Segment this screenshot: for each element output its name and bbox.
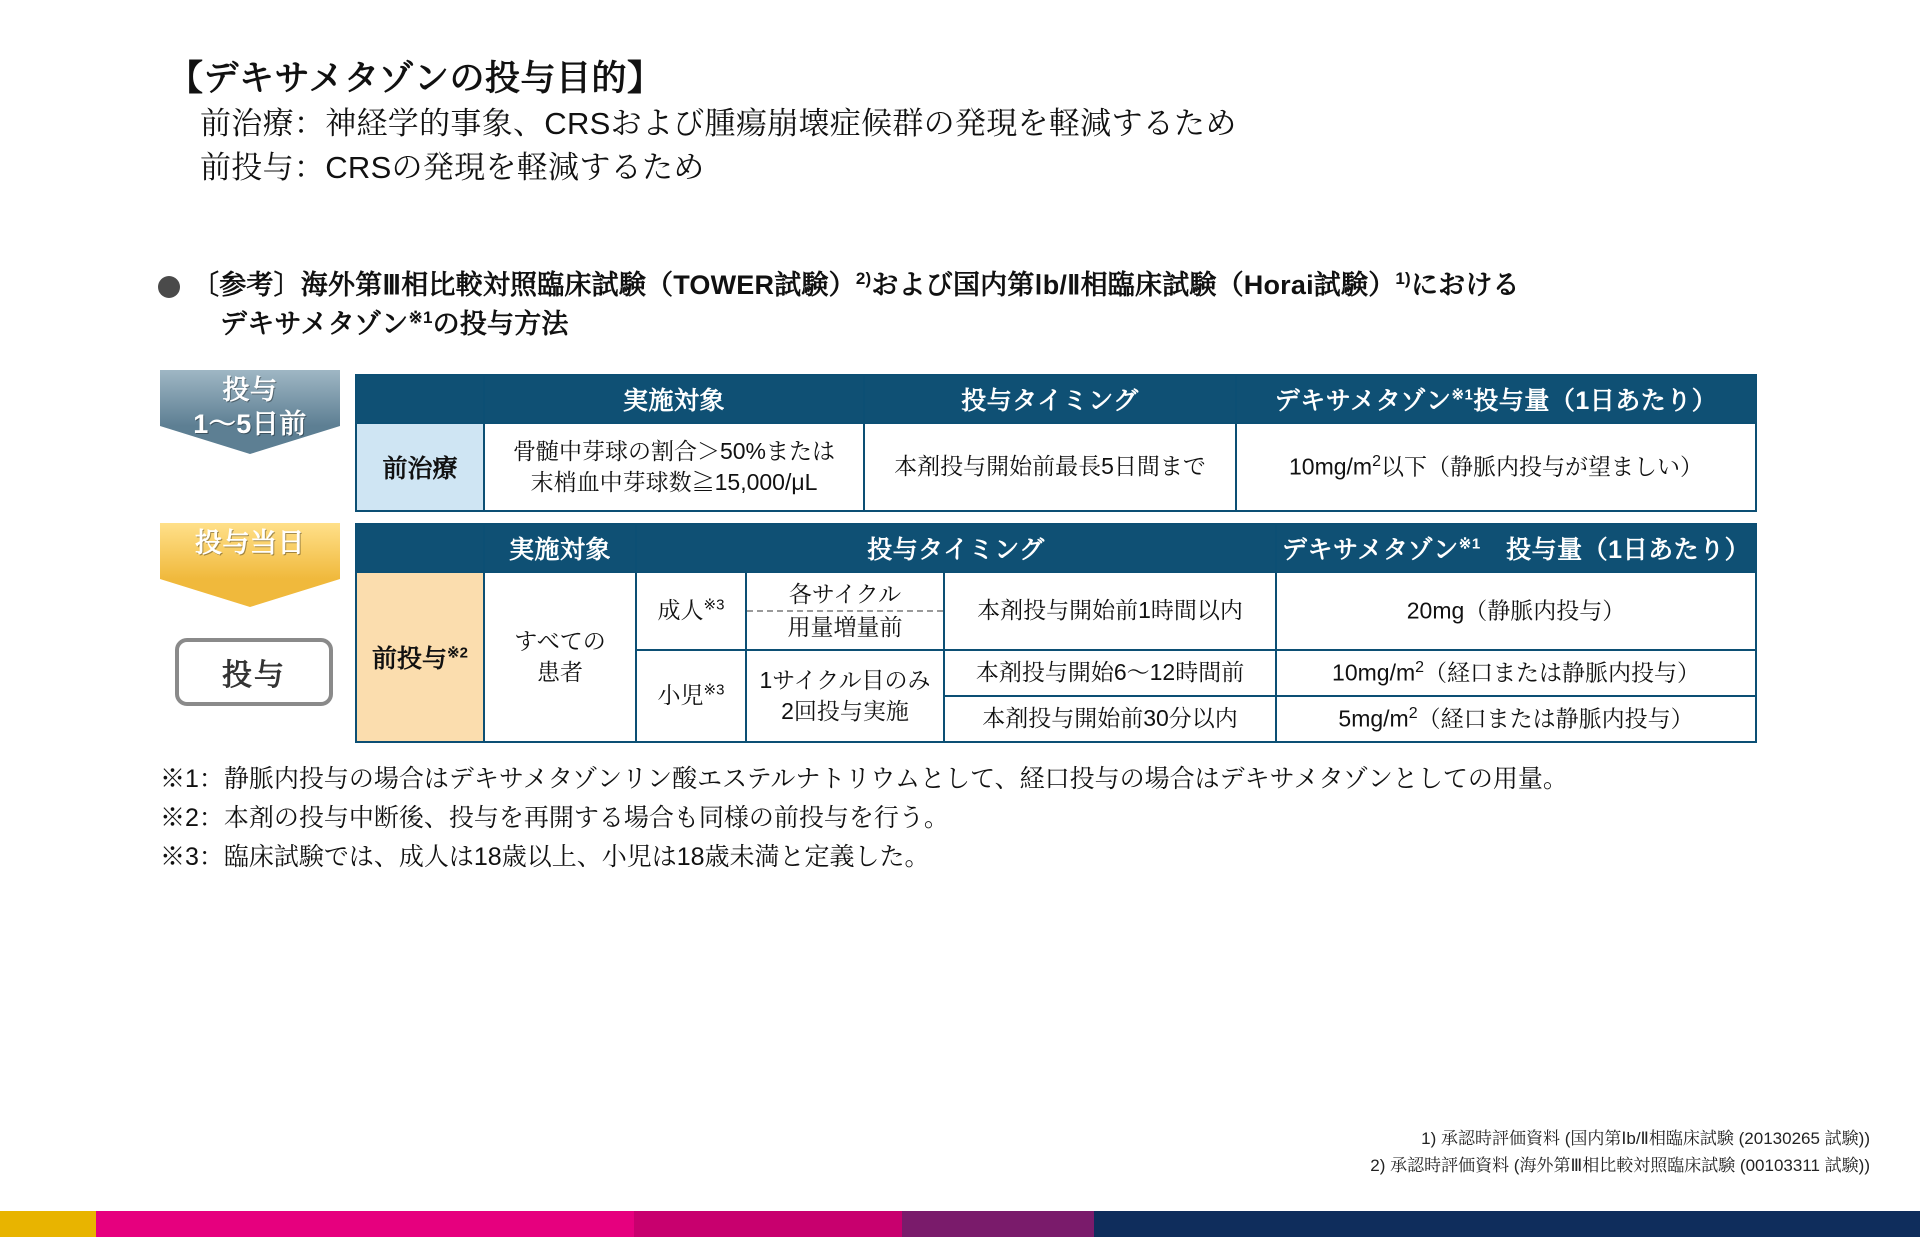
pill-label: 投与 <box>222 659 286 692</box>
bar-segment-4 <box>902 1211 1094 1237</box>
heading-line-2: 前投与：CRSの発現を軽減するため <box>200 150 705 186</box>
t1-header-blank <box>356 375 484 423</box>
marker1-line1: 投与 <box>222 375 278 405</box>
footnotes <box>160 760 1860 876</box>
t2-timing-child-2: 本剤投与開始前30分以内 <box>944 696 1276 742</box>
t2-dose-child-2-sup: 2 <box>1408 705 1418 723</box>
t1-row-timing: 本剤投与開始前最長5日間まで <box>864 423 1236 511</box>
chevron-shape-orange <box>160 523 340 605</box>
table-premedication <box>355 523 1757 743</box>
t1-dose-sup: 2 <box>1372 453 1381 471</box>
bullet-ref-1: 1) <box>1395 269 1411 288</box>
t2-dose-adult <box>1276 572 1756 650</box>
administration-pill <box>175 638 333 706</box>
table-row-header <box>356 375 1756 423</box>
bullet-note-1: ※1 <box>408 308 433 328</box>
t1-row-label: 前治療 <box>356 423 484 511</box>
table-row <box>356 423 1756 511</box>
reference-2: 2) 承認時評価資料 (海外第Ⅲ相比較対照臨床試験 (00103311 試験)) <box>1370 1156 1870 1176</box>
heading-line-1: 前治療：神経学的事象、CRSおよび腫瘍崩壊症候群の発現を軽減するため <box>200 105 1237 141</box>
t2-group-adult-text: 成人 <box>657 597 704 624</box>
t1-header-dose-main: デキサメタゾン <box>1274 387 1452 415</box>
heading-block <box>168 56 1668 191</box>
t2-cycle-child-line1: 1サイクル目のみ <box>759 666 931 693</box>
t2-group-adult-sup: ※3 <box>703 596 725 614</box>
table-pretreatment <box>355 374 1757 512</box>
table-row-header <box>356 524 1756 572</box>
t1-header-dose-sup: ※1 <box>1451 386 1474 404</box>
t1-header-target: 実施対象 <box>484 375 864 423</box>
t2-row-label <box>356 572 484 742</box>
t2-header-dose-main: デキサメタゾン <box>1281 536 1459 564</box>
bullet-section <box>158 266 1778 344</box>
footnote-2: ※2：本剤の投与中断後、投与を再開する場合も同様の前投与を行う。 <box>160 803 949 832</box>
t2-dose-adult-tail: （静脈内投与） <box>1464 597 1626 624</box>
t1-row-target-line2: 末梢血中芽球数≧15,000/μL <box>530 469 818 495</box>
t1-header-timing: 投与タイミング <box>864 375 1236 423</box>
table-row <box>356 572 1756 650</box>
chevron-shape-blue <box>160 370 340 452</box>
t2-dose-child-2-num: 5mg/m <box>1338 705 1409 732</box>
t1-dose-num: 10mg/m <box>1289 453 1373 480</box>
t2-group-child-text: 小児 <box>657 682 704 709</box>
t2-group-adult <box>636 572 746 650</box>
t1-row-dose <box>1236 423 1756 511</box>
t1-header-dose <box>1236 375 1756 423</box>
page-title: 【デキサメタゾンの投与目的】 <box>168 59 663 98</box>
t2-row-label-text: 前投与 <box>372 645 448 673</box>
reference-1: 1) 承認時評価資料 (国内第Ⅰb/Ⅱ相臨床試験 (20130265 試験)) <box>1421 1129 1870 1148</box>
marker1-label <box>160 374 340 442</box>
t2-dose-child-1-tail: （経口または静脈内投与） <box>1424 659 1701 686</box>
chevron-tip <box>160 579 340 607</box>
bar-segment-3 <box>634 1211 903 1237</box>
t2-cycle-child-line2: 2回投与実施 <box>781 698 909 724</box>
t2-header-blank <box>356 524 484 572</box>
bullet-line2-a: デキサメタゾン <box>220 309 409 340</box>
bullet-line1-c: における <box>1410 270 1520 300</box>
t1-row-target <box>484 423 864 511</box>
bar-segment-5 <box>1094 1211 1920 1237</box>
t2-dose-child-1-num: 10mg/m <box>1332 659 1416 686</box>
references <box>1370 1125 1870 1179</box>
t2-header-dose-tail: 投与量（1日あたり） <box>1480 536 1751 564</box>
marker-pretreatment <box>160 370 340 452</box>
bullet-line1-a: 〔参考〕海外第Ⅲ相比較対照臨床試験（TOWER試験） <box>192 270 856 300</box>
footnote-1: ※1：静脈内投与の場合はデキサメタゾンリン酸エステルナトリウムとして、経口投与の場合はデキサメタゾンとしての用量。 <box>160 765 1568 793</box>
t2-cycle-adult-line1: 各サイクル <box>788 580 902 607</box>
footnote-3: ※3：臨床試験では、成人は18歳以上、小児は18歳未満と定義した。 <box>160 842 930 871</box>
t2-header-target: 実施対象 <box>484 524 636 572</box>
t2-dose-child-1-sup: 2 <box>1415 659 1425 677</box>
t2-group-child-sup: ※3 <box>703 681 725 699</box>
marker2-label <box>160 527 340 561</box>
t2-target-line2: 患者 <box>537 659 583 685</box>
t2-group-child <box>636 650 746 742</box>
bullet-line1-b: および国内第Ⅰb/Ⅱ相臨床試験（Horai試験） <box>871 270 1396 300</box>
t2-target-line1: すべての <box>514 627 606 654</box>
t1-dose-tail: 以下（静脈内投与が望ましい） <box>1381 453 1703 480</box>
bar-segment-2 <box>96 1211 634 1237</box>
t2-dose-child-2-tail: （経口または静脈内投与） <box>1417 705 1694 732</box>
t2-dose-child-2 <box>1276 696 1756 742</box>
bullet-dot-icon <box>158 276 180 298</box>
bar-segment-1 <box>0 1211 96 1237</box>
t2-header-timing: 投与タイミング <box>636 524 1276 572</box>
marker-sameday <box>160 523 340 605</box>
t2-cycle-child <box>746 650 944 742</box>
t2-cycle-adult-line2: 用量増量前 <box>747 610 943 643</box>
marker1-line2: 1〜5日前 <box>193 408 307 439</box>
t2-header-dose <box>1276 524 1756 572</box>
t2-dose-child-1 <box>1276 650 1756 696</box>
t1-header-dose-tail: 投与量（1日あたり） <box>1473 387 1718 415</box>
bottom-color-bar <box>0 1211 1920 1237</box>
t2-timing-child-1: 本剤投与開始6〜12時間前 <box>944 650 1276 696</box>
marker2-line1: 投与当日 <box>195 528 305 558</box>
t2-row-target <box>484 572 636 742</box>
bullet-line2-b: の投与方法 <box>432 309 569 340</box>
t2-header-dose-sup: ※1 <box>1458 535 1481 553</box>
bullet-text <box>192 266 1520 344</box>
t2-cycle-adult <box>746 572 944 650</box>
bullet-line2 <box>220 305 1520 344</box>
t2-timing-adult: 本剤投与開始前1時間以内 <box>944 572 1276 650</box>
t2-row-label-sup: ※2 <box>447 644 468 662</box>
bullet-ref-2: 2) <box>855 269 872 288</box>
t1-row-target-line1: 骨髄中芽球の割合＞50%または <box>512 437 836 464</box>
t2-dose-adult-num: 20mg <box>1406 597 1465 624</box>
